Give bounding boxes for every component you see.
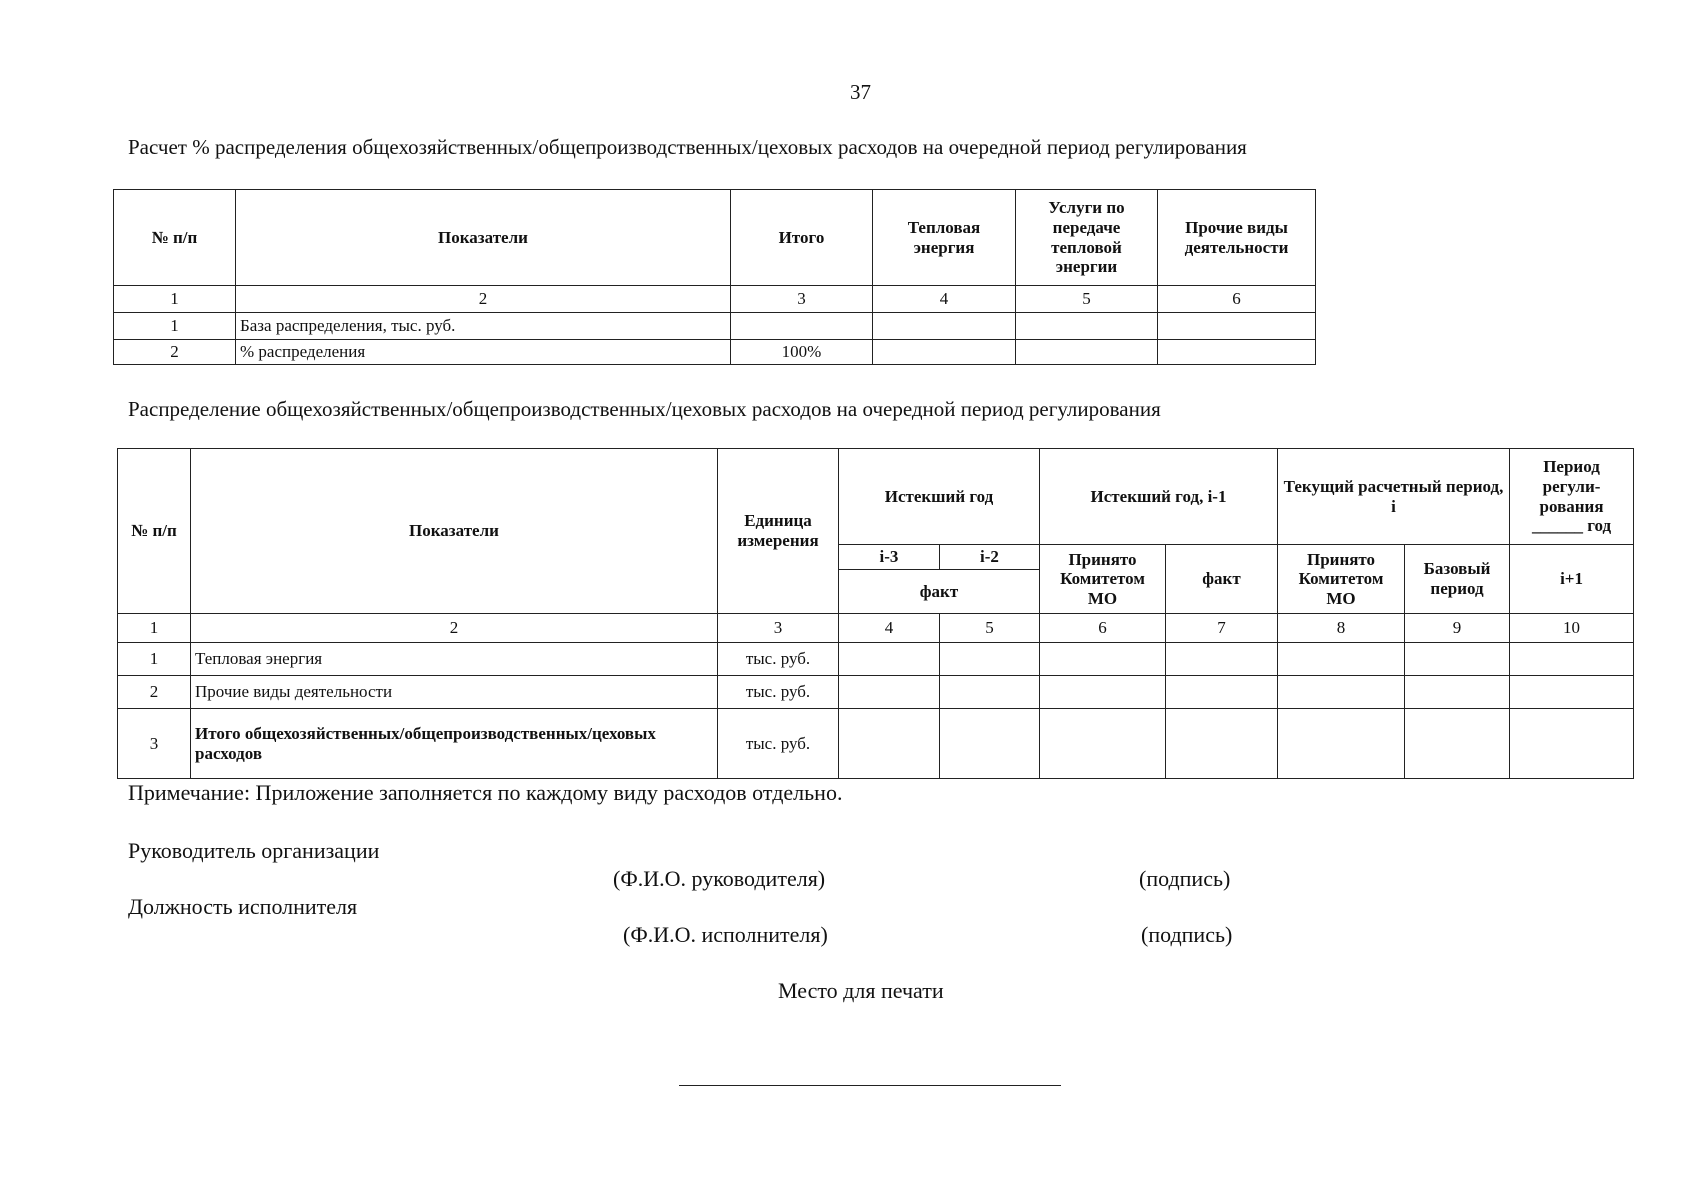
row-unit: тыс. руб.: [718, 709, 839, 779]
head-label: Руководитель организации: [128, 838, 380, 863]
colnum: 3: [718, 614, 839, 643]
executor-name-placeholder: (Ф.И.О. исполнителя): [623, 922, 828, 947]
header-unit: Единица измерения: [718, 449, 839, 614]
table-row: [118, 709, 1634, 779]
distribution-percent-table: [113, 189, 1316, 365]
row-cell: [1278, 676, 1405, 709]
row-cell: [1510, 643, 1634, 676]
colnum: 5: [1016, 286, 1158, 313]
colnum: 2: [191, 614, 718, 643]
row-indicator: Итого общехозяйственных/общепроизводственных/цеховых расходов: [191, 709, 718, 779]
row-cell: [1158, 340, 1316, 365]
colnum: 1: [114, 286, 236, 313]
row-cell: [839, 643, 940, 676]
row-cell: [873, 313, 1016, 340]
table-row: [114, 313, 1316, 340]
table1-colnum-row: [114, 286, 1316, 313]
row-num: 1: [118, 643, 191, 676]
colnum: 2: [236, 286, 731, 313]
colnum: 6: [1158, 286, 1316, 313]
row-cell: [1040, 709, 1166, 779]
header-num: № п/п: [118, 449, 191, 614]
row-num: 2: [114, 340, 236, 365]
row-cell: [1040, 643, 1166, 676]
row-num: 2: [118, 676, 191, 709]
row-cell: [1278, 643, 1405, 676]
table-row: [114, 340, 1316, 365]
row-cell: 100%: [731, 340, 873, 365]
expense-distribution-table: [117, 448, 1634, 779]
header-base-period: Базовый период: [1405, 545, 1510, 614]
colnum: 7: [1166, 614, 1278, 643]
row-num: 3: [118, 709, 191, 779]
table-row: [118, 643, 1634, 676]
row-cell: [1166, 676, 1278, 709]
row-cell: [1278, 709, 1405, 779]
row-unit: тыс. руб.: [718, 643, 839, 676]
colnum: 10: [1510, 614, 1634, 643]
header-regulation-period: Период регули-рования ______ год: [1510, 449, 1634, 545]
row-cell: [1158, 313, 1316, 340]
colnum: 4: [873, 286, 1016, 313]
table1-caption: Расчет % распределения общехозяйственных/общепроизводственных/цеховых расходов на очередной период регулирования: [128, 135, 1247, 159]
row-unit: тыс. руб.: [718, 676, 839, 709]
row-cell: [1016, 340, 1158, 365]
executor-label: Должность исполнителя: [128, 894, 358, 919]
header-indicator: Показатели: [236, 190, 731, 286]
row-cell: [940, 676, 1040, 709]
table2-caption: Распределение общехозяйственных/общепроизводственных/цеховых расходов на очередной период регулирования: [128, 397, 1161, 421]
row-cell: [940, 643, 1040, 676]
table-row: [118, 676, 1634, 709]
row-indicator: Прочие виды деятельности: [191, 676, 718, 709]
row-indicator: Тепловая энергия: [191, 643, 718, 676]
row-cell: [1405, 643, 1510, 676]
colnum: 9: [1405, 614, 1510, 643]
header-fact: факт: [839, 570, 1040, 614]
header-transfer: Услуги по передаче тепловой энергии: [1016, 190, 1158, 286]
divider-line: [679, 1085, 1061, 1086]
header-i-2: i-2: [940, 545, 1040, 570]
row-cell: [1166, 643, 1278, 676]
header-i-3: i-3: [839, 545, 940, 570]
row-cell: [1405, 709, 1510, 779]
row-cell: [1040, 676, 1166, 709]
note-text: Примечание: Приложение заполняется по каждому виду расходов отдельно.: [128, 780, 843, 805]
header-accepted-committee: Принято Комитетом МО: [1040, 545, 1166, 614]
page-number: 37: [850, 80, 871, 104]
row-cell: [1510, 709, 1634, 779]
header-i+1: i+1: [1510, 545, 1634, 614]
header-other: Прочие виды деятельности: [1158, 190, 1316, 286]
header-past-year: Истекший год: [839, 449, 1040, 545]
row-indicator: База распределения, тыс. руб.: [236, 313, 731, 340]
colnum: 1: [118, 614, 191, 643]
table2-colnum-row: [118, 614, 1634, 643]
row-cell: [873, 340, 1016, 365]
head-name-placeholder: (Ф.И.О. руководителя): [613, 866, 826, 891]
row-cell: [1016, 313, 1158, 340]
header-current-period: Текущий расчетный период, i: [1278, 449, 1510, 545]
colnum: 5: [940, 614, 1040, 643]
table1-header-row: [114, 190, 1316, 286]
row-cell: [1166, 709, 1278, 779]
colnum: 6: [1040, 614, 1166, 643]
header-heat: Тепловая энергия: [873, 190, 1016, 286]
header-accepted-committee: Принято Комитетом МО: [1278, 545, 1405, 614]
header-num: № п/п: [114, 190, 236, 286]
row-indicator: % распределения: [236, 340, 731, 365]
colnum: 4: [839, 614, 940, 643]
colnum: 3: [731, 286, 873, 313]
header-fact: факт: [1166, 545, 1278, 614]
header-total: Итого: [731, 190, 873, 286]
header-past-year-prev: Истекший год, i-1: [1040, 449, 1278, 545]
head-signature-placeholder: (подпись): [1139, 866, 1231, 891]
row-cell: [839, 676, 940, 709]
row-num: 1: [114, 313, 236, 340]
executor-signature-placeholder: (подпись): [1141, 922, 1233, 947]
stamp-place: Место для печати: [778, 978, 944, 1003]
row-cell: [839, 709, 940, 779]
row-cell: [940, 709, 1040, 779]
header-indicator: Показатели: [191, 449, 718, 614]
row-cell: [1405, 676, 1510, 709]
row-cell: [1510, 676, 1634, 709]
colnum: 8: [1278, 614, 1405, 643]
row-cell: [731, 313, 873, 340]
